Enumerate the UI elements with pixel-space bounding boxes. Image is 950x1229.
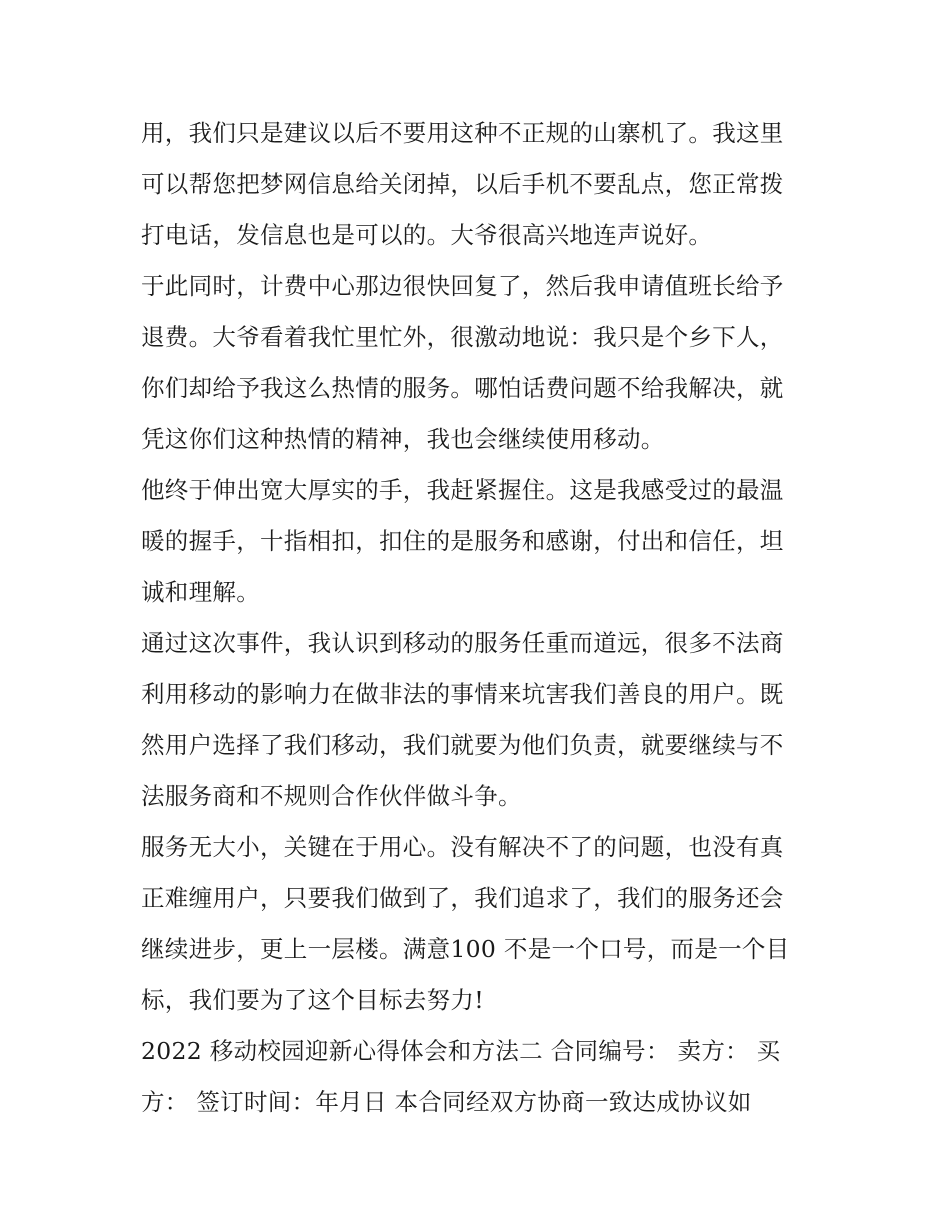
- text-line: 通过这次事件，我认识到移动的服务任重而道远，很多不法商: [141, 629, 784, 657]
- text-line: 标，我们要为了这个目标去努力!: [141, 986, 484, 1014]
- text-line: 退费。大爷看着我忙里忙外，很激动地说：我只是个乡下人，: [141, 323, 784, 351]
- text-line: 法服务商和不规则合作伙伴做斗争。: [141, 782, 522, 810]
- text-line: 诚和理解。: [141, 578, 260, 606]
- text-line: 可以帮您把梦网信息给关闭掉，以后手机不要乱点，您正常拨: [141, 170, 784, 198]
- text-line: 你们却给予我这么热情的服务。哪怕话费问题不给我解决，就: [141, 374, 784, 402]
- text-line: 他终于伸出宽大厚实的手，我赶紧握住。这是我感受过的最温: [141, 476, 784, 504]
- body-text: [141, 108, 821, 1128]
- text-line: 继续进步，更上一层楼。满意100 不是一个口号，而是一个目: [141, 935, 790, 963]
- text-line: 方： 签订时间：年月日 本合同经双方协商一致达成协议如: [141, 1088, 752, 1116]
- text-line: 于此同时，计费中心那边很快回复了，然后我申请值班长给予: [141, 272, 784, 300]
- text-line: 利用移动的影响力在做非法的事情来坑害我们善良的用户。既: [141, 680, 784, 708]
- text-line: 正难缠用户，只要我们做到了，我们追求了，我们的服务还会: [141, 884, 784, 912]
- text-line: 凭这你们这种热情的精神，我也会继续使用移动。: [141, 425, 665, 453]
- text-line: 打电话，发信息也是可以的。大爷很高兴地连声说好。: [141, 221, 713, 249]
- text-line: 暖的握手，十指相扣，扣住的是服务和感谢，付出和信任，坦: [141, 527, 784, 555]
- text-line: 用，我们只是建议以后不要用这种不正规的山寨机了。我这里: [141, 119, 784, 147]
- text-line: 然用户选择了我们移动，我们就要为他们负责，就要继续与不: [141, 731, 784, 759]
- text-line: 服务无大小，关键在于用心。没有解决不了的问题，也没有真: [141, 833, 784, 861]
- text-line: 2022 移动校园迎新心得体会和方法二 合同编号： 卖方： 买: [141, 1037, 781, 1065]
